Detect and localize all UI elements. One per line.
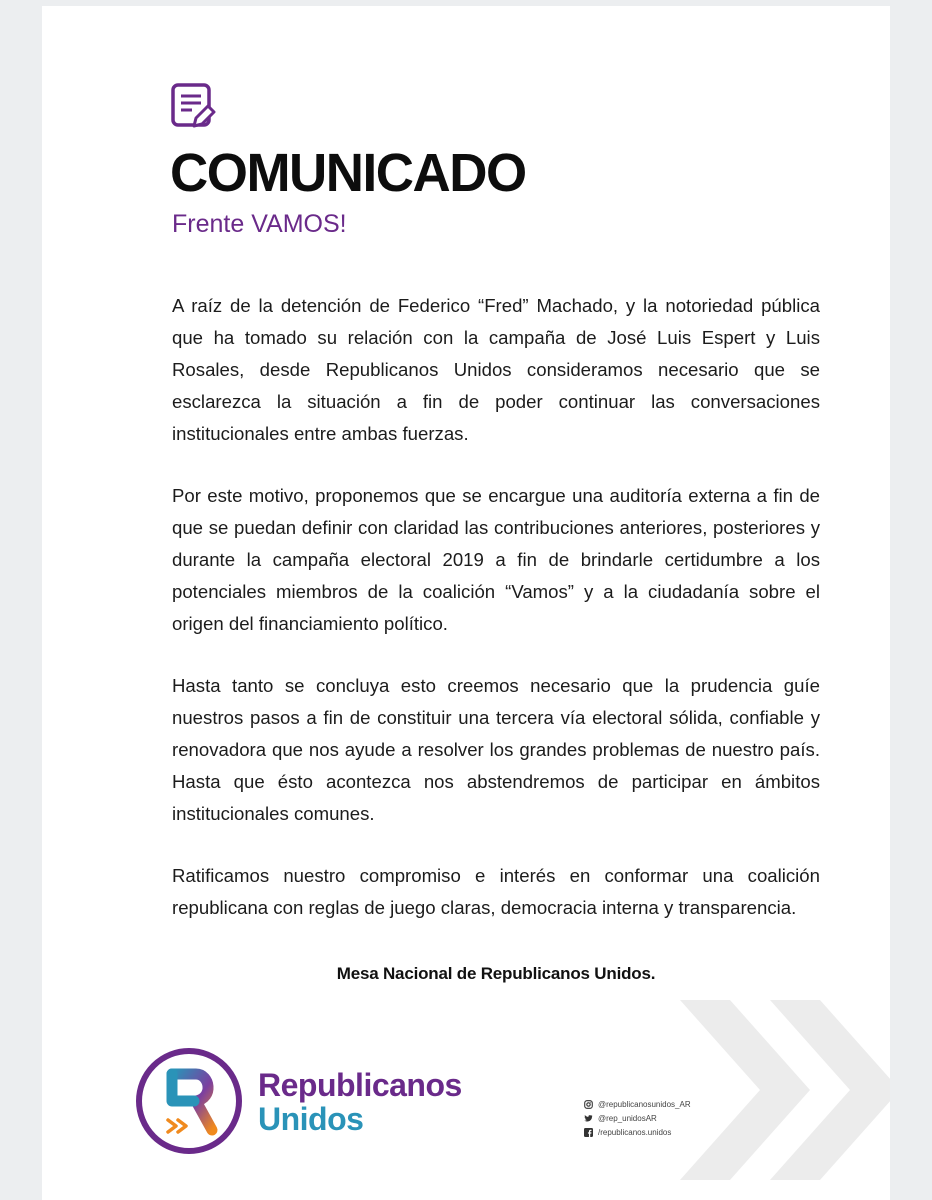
document-page xyxy=(42,6,890,1200)
signature: Mesa Nacional de Republicanos Unidos. xyxy=(336,964,656,983)
facebook-handle: /republicanos.unidos xyxy=(598,1127,672,1137)
document-body xyxy=(172,290,820,954)
page-subtitle: Frente VAMOS! xyxy=(172,210,347,238)
instagram-handle: @republicanosunidos_AR xyxy=(598,1099,691,1109)
page-title: COMUNICADO xyxy=(170,143,526,203)
twitter-handle: @rep_unidosAR xyxy=(598,1113,657,1123)
social-links xyxy=(584,1097,691,1139)
brand-line-1: Republicanos xyxy=(258,1067,462,1103)
document-edit-icon xyxy=(170,82,216,132)
republicanos-unidos-logo xyxy=(134,1046,244,1156)
brand-line-2: Unidos xyxy=(258,1101,364,1137)
instagram-icon xyxy=(584,1100,593,1109)
paragraph-4: Ratificamos nuestro compromiso e interés en conformar una coalición republicana con reglas de juego claras, democracia interna y transparencia. xyxy=(172,865,820,918)
chevron-decoration-icon xyxy=(660,980,890,1200)
social-instagram[interactable] xyxy=(584,1097,691,1111)
brand-name xyxy=(258,1068,462,1136)
facebook-icon xyxy=(584,1128,593,1137)
social-facebook[interactable] xyxy=(584,1125,691,1139)
paragraph-2: Por este motivo, proponemos que se encargue una auditoría externa a fin de que se puedan definir con claridad las contribuciones anteriores, posteriores y durante la campaña electoral 2019 a fin de brindarle certidumbre a los potenciales miembros de la coalición “Vamos” y a la ciudadanía sobre el origen del financiamiento político. xyxy=(172,485,820,634)
paragraph-1: A raíz de la detención de Federico “Fred” Machado, y la notoriedad pública que ha tomado su relación con la campaña de José Luis Espert y Luis Rosales, desde Republicanos Unidos consideramos necesario que se esclarezca la situación a fin de poder continuar las conversaciones institucionales entre ambas fuerzas. xyxy=(172,295,820,444)
paragraph-3: Hasta tanto se concluya esto creemos necesario que la prudencia guíe nuestros pasos a fin de constituir una tercera vía electoral sólida, confiable y renovadora que nos ayude a resolver los grandes problemas de nuestro país. Hasta que ésto acontezca nos abstendremos de participar en ámbitos institucionales comunes. xyxy=(172,675,820,824)
social-twitter[interactable] xyxy=(584,1111,691,1125)
twitter-icon xyxy=(584,1114,593,1123)
